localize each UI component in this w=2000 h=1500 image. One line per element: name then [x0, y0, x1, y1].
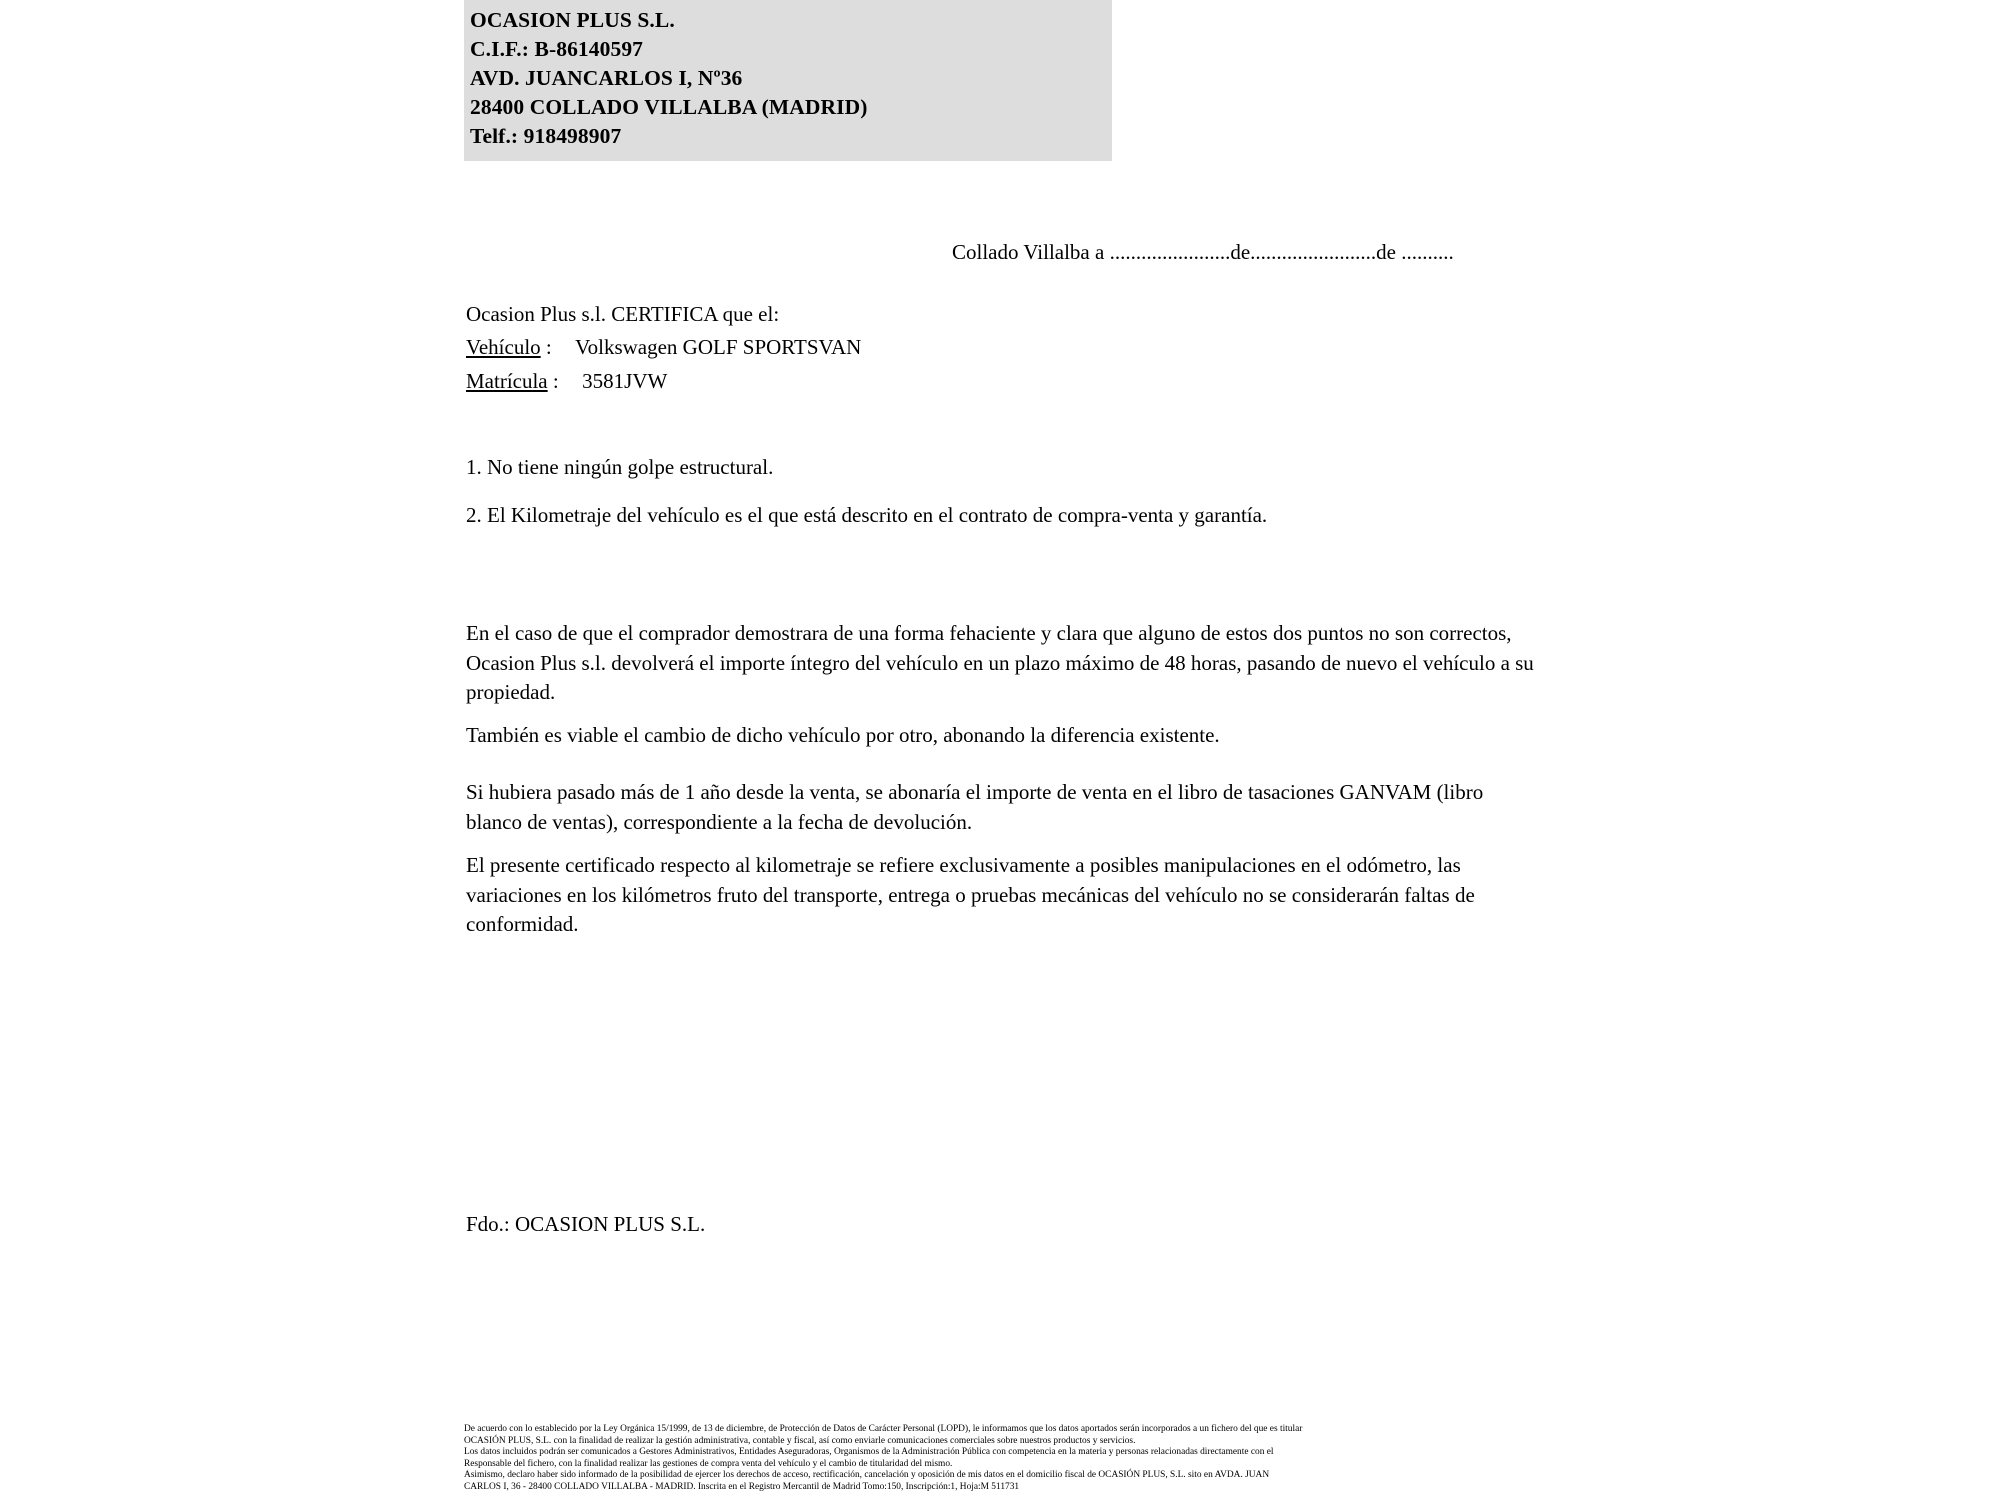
- company-name: OCASION PLUS S.L.: [470, 8, 675, 32]
- vehicle-field-separator: :: [545, 335, 552, 359]
- company-phone: Telf.: 918498907: [470, 124, 622, 148]
- legal-footer-line-1: De acuerdo con lo establecido por la Ley Orgánica 15/1999, de 13 de diciembre, de Protección de Datos de Carácter Personal (LOPD), le informamos que los datos aportados serán incorporados a un fichero del que es titular: [464, 1424, 1303, 1434]
- certification-intro: Ocasion Plus s.l. CERTIFICA que el:: [466, 302, 780, 326]
- place-and-date-line: Collado Villalba a .......................de........................de ..........: [952, 240, 1454, 264]
- plate-field-row: [466, 369, 667, 394]
- legal-footer-line-3: Los datos incluidos podrán ser comunicados a Gestores Administrativos, Entidades Aseguradoras, Organismos de la Administración Pública con competencia en la materia y personas relacionadas directamente con el: [464, 1447, 1274, 1458]
- legal-footer: [464, 1424, 1564, 1494]
- company-address: AVD. JUANCARLOS I, Nº36: [470, 66, 743, 90]
- vehicle-field-label: Vehículo: [466, 335, 541, 359]
- plate-field-separator: :: [552, 369, 559, 393]
- body-paragraph-2: También es viable el cambio de dicho vehículo por otro, abonando la diferencia existente.: [466, 723, 1220, 747]
- company-city: 28400 COLLADO VILLALBA (MADRID): [470, 95, 868, 119]
- letterhead-block: [464, 0, 1112, 161]
- legal-footer-line-2: OCASIÓN PLUS, S.L. con la finalidad de realizar la gestión administrativa, contable y fiscal, así como enviarle comunicaciones comerciales sobre nuestros productos y servicios.: [464, 1435, 1136, 1446]
- vehicle-field-value: Volkswagen GOLF SPORTSVAN: [575, 335, 862, 359]
- legal-footer-line-6: CARLOS I, 36 - 28400 COLLADO VILLALBA - MADRID. Inscrita en el Registro Mercantil de Madrid Tomo:150, Inscripción:1, Hoja:M 511731: [464, 1481, 1020, 1492]
- clause-item-2: 2. El Kilometraje del vehículo es el que está descrito en el contrato de compra-venta y garantía.: [466, 503, 1268, 527]
- clause-item-1: 1. No tiene ningún golpe estructural.: [466, 455, 774, 479]
- signature-line: Fdo.: OCASION PLUS S.L.: [466, 1212, 706, 1236]
- legal-footer-line-5: Asimismo, declaro haber sido informado de la posibilidad de ejercer los derechos de acceso, rectificación, cancelación y oposición de mis datos en el domicilio fiscal de OCASIÓN PLUS, S.L. sito en AVDA. JUAN: [464, 1470, 1270, 1481]
- body-paragraph-3: Si hubiera pasado más de 1 año desde la venta, se abonaría el importe de venta en el libro de tasaciones GANVAM (libro blanco de ventas), correspondiente a la fecha de devolución.: [466, 780, 1484, 834]
- plate-field-value: 3581JVW: [582, 369, 668, 393]
- company-cif: C.I.F.: B-86140597: [470, 37, 644, 61]
- body-paragraph-4: El presente certificado respecto al kilometraje se refiere exclusivamente a posibles manipulaciones en el odómetro, las variaciones en los kilómetros fruto del transporte, entrega o pruebas mecánicas del vehículo no se considerarán faltas de conformidad.: [466, 853, 1475, 936]
- plate-field-label: Matrícula: [466, 369, 548, 393]
- vehicle-field-row: [466, 335, 861, 360]
- body-paragraph-1: En el caso de que el comprador demostrara de una forma fehaciente y clara que alguno de estos dos puntos no son correctos, Ocasion Plus s.l. devolverá el importe íntegro del vehículo en un plazo máximo de 48 horas, pasando de nuevo el vehículo a su propiedad.: [466, 621, 1534, 704]
- legal-footer-line-4: Responsable del fichero, con la finalidad realizar las gestiones de compra venta del vehículo y el cambio de titularidad del mismo.: [464, 1458, 953, 1469]
